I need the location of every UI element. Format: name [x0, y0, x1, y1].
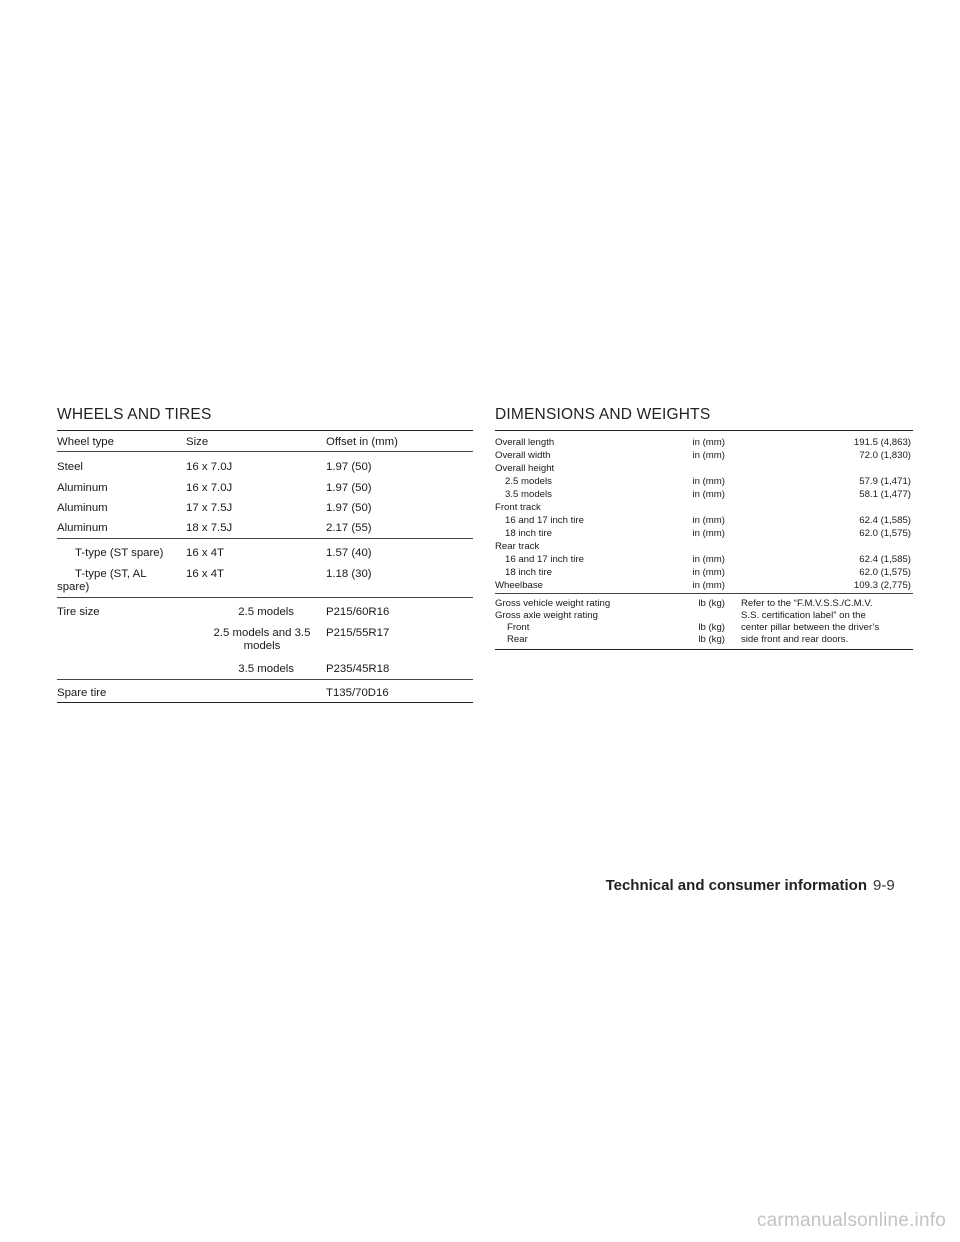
spare-type: T-type (ST spare) — [75, 547, 164, 559]
wheels-header-rule — [57, 451, 473, 452]
tire-model: 3.5 models — [238, 663, 294, 675]
wheel-type: Steel — [57, 461, 83, 473]
dimensions-heading: DIMENSIONS AND WEIGHTS — [495, 406, 711, 423]
wheels-col-size: Size — [186, 436, 209, 448]
watermark-text: carmanualsonline.info — [756, 1210, 946, 1231]
wheel-type: Aluminum — [57, 482, 108, 494]
dimensions-top-rule — [495, 430, 913, 431]
dim-value: 62.4 (1,585) — [859, 515, 911, 526]
spare-offset: 1.18 (30) — [326, 568, 372, 580]
note-line: S.S. certification label” on the — [741, 610, 866, 621]
dim-unit: in (mm) — [692, 476, 725, 487]
dim-label: Overall height — [495, 463, 555, 474]
dim-value: 72.0 (1,830) — [859, 450, 911, 461]
wheel-offset: 1.97 (50) — [326, 461, 372, 473]
dim-label: Front track — [495, 502, 541, 513]
dim-unit: in (mm) — [692, 489, 725, 500]
tire-size-label: Tire size — [57, 606, 100, 618]
spare-size: 16 x 4T — [186, 547, 224, 559]
tire-model-line1: 2.5 models and 3.5 — [213, 627, 311, 639]
dim-value: 58.1 (1,477) — [859, 489, 911, 500]
wheel-offset: 2.17 (55) — [326, 522, 372, 534]
dim-value: 62.4 (1,585) — [859, 554, 911, 565]
spare-size: 16 x 4T — [186, 568, 224, 580]
dimensions-bottom-rule — [495, 649, 913, 650]
dim-label: 2.5 models — [505, 476, 552, 487]
wheel-offset: 1.97 (50) — [326, 502, 372, 514]
wheels-spare-rule — [57, 538, 473, 539]
dim-unit: in (mm) — [692, 567, 725, 578]
spare-tire-value: T135/70D16 — [326, 687, 389, 699]
dim-value: 109.3 (2,775) — [853, 580, 911, 591]
page-number: 9-9 — [873, 877, 895, 894]
dim-label: Overall width — [495, 450, 551, 461]
rear-label: Rear — [507, 634, 528, 645]
dim-label: Rear track — [495, 541, 540, 552]
spare-type-line2: spare) — [57, 581, 90, 593]
dim-label: 16 and 17 inch tire — [505, 515, 584, 526]
dim-label: 3.5 models — [505, 489, 552, 500]
front-unit: lb (kg) — [698, 622, 725, 633]
tire-value: P235/45R18 — [326, 663, 390, 675]
wheels-col-offset: Offset in (mm) — [326, 436, 398, 448]
wheel-type: Aluminum — [57, 502, 108, 514]
dim-label: 18 inch tire — [505, 528, 552, 539]
wheel-size: 16 x 7.0J — [186, 482, 233, 494]
wheel-size: 17 x 7.5J — [186, 502, 233, 514]
tire-size-rule — [57, 597, 473, 598]
spare-type-line1: T-type (ST, AL — [75, 568, 147, 580]
spare-offset: 1.57 (40) — [326, 547, 372, 559]
wheels-bottom-rule — [57, 702, 473, 703]
rear-unit: lb (kg) — [698, 634, 725, 645]
note-line: side front and rear doors. — [741, 634, 849, 645]
dim-value: 62.0 (1,575) — [859, 528, 911, 539]
dim-unit: in (mm) — [692, 515, 725, 526]
dim-unit: in (mm) — [692, 580, 725, 591]
dim-unit: in (mm) — [692, 450, 725, 461]
section-title: Technical and consumer information — [605, 877, 867, 894]
wheel-size: 18 x 7.5J — [186, 522, 233, 534]
dim-value: 57.9 (1,471) — [859, 476, 911, 487]
tire-model-line2: models — [243, 640, 281, 652]
weights-rule — [495, 593, 913, 594]
spare-tire-label: Spare tire — [57, 687, 107, 699]
wheels-top-rule — [57, 430, 473, 431]
wheel-type: Aluminum — [57, 522, 108, 534]
tire-value: P215/55R17 — [326, 627, 390, 639]
gvwr-unit: lb (kg) — [698, 598, 725, 609]
wheels-heading: WHEELS AND TIRES — [57, 406, 212, 423]
spare-tire-rule — [57, 679, 473, 680]
front-label: Front — [507, 622, 530, 633]
note-line: Refer to the “F.M.V.S.S./C.M.V. — [741, 598, 873, 609]
wheel-offset: 1.97 (50) — [326, 482, 372, 494]
dim-unit: in (mm) — [692, 528, 725, 539]
dim-value: 62.0 (1,575) — [859, 567, 911, 578]
gvwr-label: Gross vehicle weight rating — [495, 598, 611, 609]
note-line: center pillar between the driver’s — [741, 622, 880, 633]
wheel-size: 16 x 7.0J — [186, 461, 233, 473]
dim-label: 18 inch tire — [505, 567, 552, 578]
dim-label: Overall length — [495, 437, 555, 448]
dim-label: Wheelbase — [495, 580, 543, 591]
dim-label: 16 and 17 inch tire — [505, 554, 584, 565]
gawr-label: Gross axle weight rating — [495, 610, 598, 621]
dim-unit: in (mm) — [692, 554, 725, 565]
wheels-col-type: Wheel type — [57, 436, 114, 448]
dim-value: 191.5 (4,863) — [853, 437, 911, 448]
dim-unit: in (mm) — [692, 437, 725, 448]
tire-model: 2.5 models — [238, 606, 294, 618]
tire-value: P215/60R16 — [326, 606, 390, 618]
